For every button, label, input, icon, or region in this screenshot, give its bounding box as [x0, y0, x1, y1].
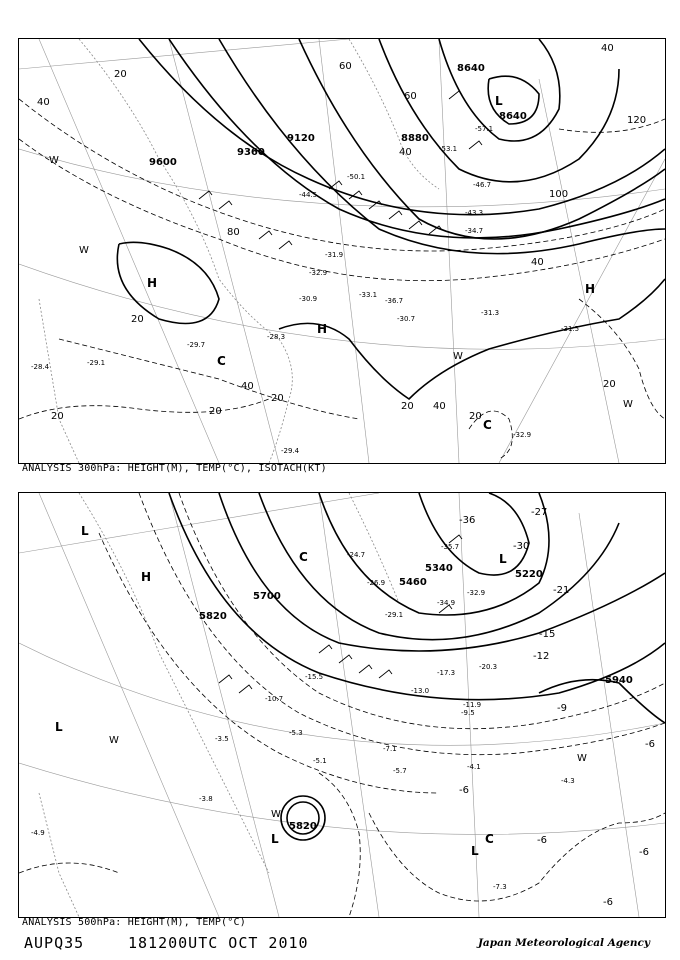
- wind-mark: W: [577, 753, 587, 764]
- temperature-label: -57.1: [475, 125, 494, 133]
- height-label: 5460: [399, 577, 427, 588]
- low-center: L: [499, 552, 507, 566]
- isotach-label: 40: [241, 381, 254, 392]
- isotach-label: 40: [601, 43, 614, 54]
- height-label: 8880: [401, 133, 429, 144]
- temperature-label: -24.7: [347, 551, 366, 559]
- temperature-label: -7.1: [383, 745, 397, 753]
- temperature-label: -17.3: [437, 669, 456, 677]
- temperature-label: -32.9: [309, 269, 328, 277]
- temperature-label: -26.9: [367, 579, 386, 587]
- wind-mark: W: [109, 735, 119, 746]
- temp-contour-label: -6: [537, 835, 547, 846]
- temperature-label: -33.1: [359, 291, 378, 299]
- isotach-label: 80: [227, 227, 240, 238]
- map-300hpa-chart: [19, 39, 665, 463]
- panel-300-caption: ANALYSIS 300hPa: HEIGHT(M), TEMP(°C), ISOTACH(KT): [22, 463, 327, 474]
- height-label: 9120: [287, 133, 315, 144]
- temperature-label: -3.8: [199, 795, 213, 803]
- map-panel-300hpa: [18, 38, 666, 464]
- temperature-label: -34.7: [465, 227, 484, 235]
- high-center: H: [585, 282, 596, 296]
- temperature-label: -43.3: [465, 209, 484, 217]
- analysis-datetime: 181200UTC OCT 2010: [128, 934, 309, 952]
- temperature-label: -30.7: [397, 315, 416, 323]
- coastlines: [39, 39, 439, 463]
- isotach-label: 40: [433, 401, 446, 412]
- temp-contour-label: -21: [553, 585, 570, 596]
- temperature-label: -29.4: [281, 447, 300, 455]
- temp-contour-label: -6: [603, 897, 613, 908]
- temp-contour-label: -36: [459, 515, 476, 526]
- temperature-label: -30.9: [299, 295, 318, 303]
- height-label: 8640: [499, 111, 527, 122]
- temp-contour-label: -6: [459, 785, 469, 796]
- height-label: 9360: [237, 147, 265, 158]
- temperature-label: -53.1: [439, 145, 458, 153]
- wind-mark: W: [49, 155, 59, 166]
- high-center: H: [141, 570, 152, 584]
- height-label: 9600: [149, 157, 177, 168]
- height-label: 5820: [199, 611, 227, 622]
- temperature-label: -5.3: [289, 729, 303, 737]
- wind-mark: W: [623, 399, 633, 410]
- isotach-label: 40: [399, 147, 412, 158]
- isotach-label: 20: [469, 411, 482, 422]
- height-label: 5940: [605, 675, 633, 686]
- wind-barbs: [199, 91, 482, 249]
- isotach-label: 60: [339, 61, 352, 72]
- cold-center: C: [483, 418, 492, 432]
- isotach-label: 20: [271, 393, 284, 404]
- isotach-label: 20: [401, 401, 414, 412]
- isotach-label: 20: [209, 406, 222, 417]
- temp-contour-label: -6: [639, 847, 649, 858]
- height-label-group: [149, 63, 527, 168]
- temperature-label: -10.7: [265, 695, 284, 703]
- temp-contour-label-group: [459, 507, 655, 908]
- isotach-label: 20: [131, 314, 144, 325]
- height-label: 5340: [425, 563, 453, 574]
- height-label: 5820: [289, 821, 317, 832]
- temperature-label: -31.5: [561, 325, 580, 333]
- temperature-label: -50.1: [347, 173, 366, 181]
- temperature-label: -44.5: [299, 191, 318, 199]
- cold-center: C: [217, 354, 226, 368]
- map-500hpa-chart: [19, 493, 665, 917]
- low-center: L: [55, 720, 63, 734]
- pressure-center-group: [147, 94, 595, 432]
- isotach-label: 20: [114, 69, 127, 80]
- map-panel-500hpa: [18, 492, 666, 918]
- low-center: L: [495, 94, 503, 108]
- temp-contour-label: -30: [513, 541, 530, 552]
- temperature-label: -29.1: [385, 611, 404, 619]
- temperature-label: -4.1: [467, 763, 481, 771]
- isotach-contours: [19, 99, 665, 459]
- temp-contour-label: -27: [531, 507, 548, 518]
- wind-mark: W: [271, 809, 281, 820]
- temperature-label: -36.7: [385, 297, 404, 305]
- temp-contour-label: -9: [557, 703, 567, 714]
- temperature-label: -7.3: [493, 883, 507, 891]
- isotach-label: 20: [51, 411, 64, 422]
- temperature-label: -3.5: [215, 735, 229, 743]
- wind-mark-group: [49, 155, 633, 410]
- temperature-label: -5.7: [393, 767, 407, 775]
- temperature-label: -32.9: [513, 431, 532, 439]
- temperature-label: -29.1: [87, 359, 106, 367]
- isotach-label: 60: [404, 91, 417, 102]
- height-label: 8640: [457, 63, 485, 74]
- isotach-label: 100: [549, 189, 569, 200]
- temperature-label: -20.3: [479, 663, 498, 671]
- temperature-label: -34.9: [437, 599, 456, 607]
- isotach-label: 20: [603, 379, 616, 390]
- temperature-label: -31.9: [325, 251, 344, 259]
- low-center: L: [81, 524, 89, 538]
- temperature-label-group: [31, 125, 579, 455]
- low-center: L: [471, 844, 479, 858]
- temperature-label: -13.0: [411, 687, 430, 695]
- temperature-label: -4.9: [31, 829, 45, 837]
- high-center: H: [147, 276, 158, 290]
- isotach-label: 40: [531, 257, 544, 268]
- temperature-label: -9.5: [461, 709, 475, 717]
- height-label: 5220: [515, 569, 543, 580]
- temperature-label: -32.9: [467, 589, 486, 597]
- low-center: L: [271, 832, 279, 846]
- isotach-label: 120: [627, 115, 647, 126]
- panel-500-caption: ANALYSIS 500hPa: HEIGHT(M), TEMP(°C): [22, 917, 246, 928]
- isotach-label: 40: [37, 97, 50, 108]
- temperature-label: -5.1: [313, 757, 327, 765]
- high-center: H: [317, 322, 328, 336]
- temperature-label: -15.5: [305, 673, 324, 681]
- temp-contour-label: -12: [533, 651, 550, 662]
- temperature-label: -31.3: [481, 309, 500, 317]
- temp-contour-label: -15: [539, 629, 556, 640]
- cold-center: C: [299, 550, 308, 564]
- temperature-label: -4.3: [561, 777, 575, 785]
- height-contours: [169, 493, 665, 840]
- cold-center: C: [485, 832, 494, 846]
- chart-code: AUPQ35: [24, 934, 85, 952]
- wind-mark: W: [79, 245, 89, 256]
- agency-name: Japan Meteorological Agency: [477, 937, 650, 949]
- temperature-label: -28.3: [267, 333, 286, 341]
- temp-contour-label: -6: [645, 739, 655, 750]
- temperature-label: -11.9: [463, 701, 482, 709]
- height-label: 5700: [253, 591, 281, 602]
- wind-mark: W: [453, 351, 463, 362]
- temperature-label: -46.7: [473, 181, 492, 189]
- wind-mark-group: [109, 735, 587, 820]
- temperature-label: -35.7: [441, 543, 460, 551]
- temperature-label: -28.4: [31, 363, 50, 371]
- temperature-label: -29.7: [187, 341, 206, 349]
